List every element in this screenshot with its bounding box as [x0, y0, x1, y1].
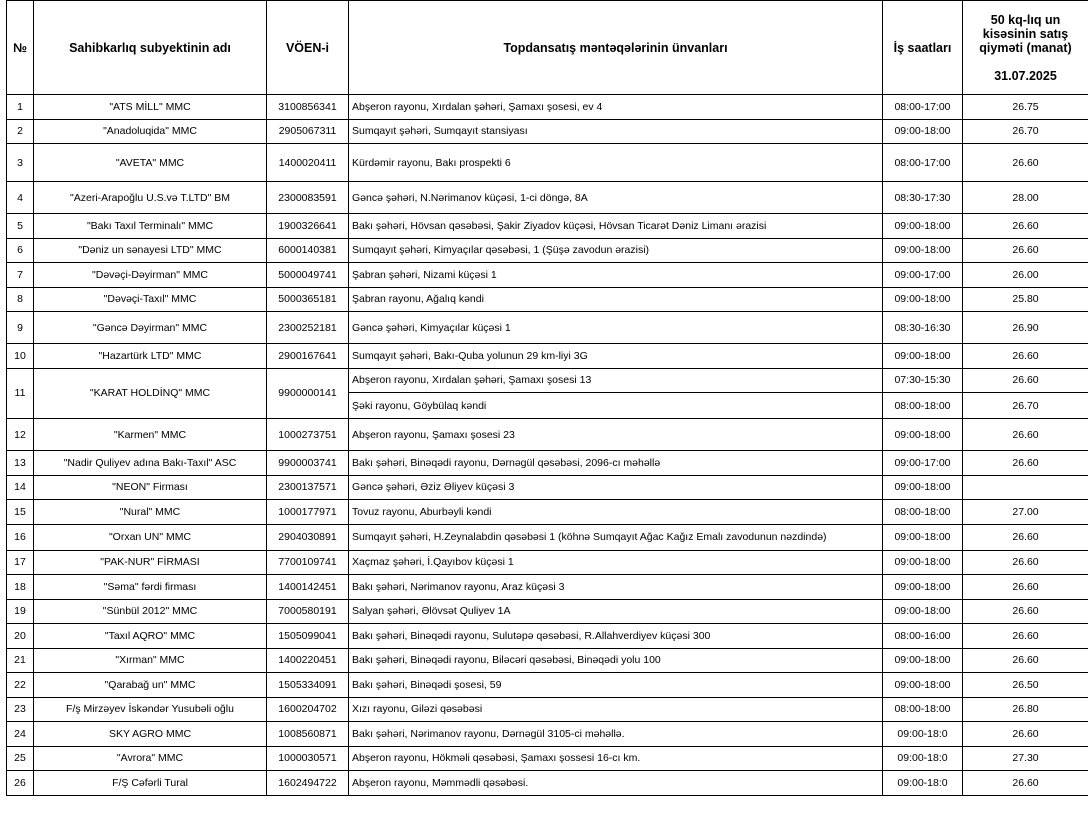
tax-id: 2900167641 — [267, 344, 349, 369]
company-name: "Taxıl AQRO" MMC — [34, 624, 267, 649]
price: 26.60 — [963, 575, 1088, 600]
row-number: 24 — [7, 722, 34, 747]
price: 27.30 — [963, 746, 1088, 771]
tax-id: 1008560871 — [267, 722, 349, 747]
table-row — [7, 182, 1088, 214]
work-hours: 09:00-18:0 — [883, 722, 963, 747]
work-hours: 09:00-18:00 — [883, 550, 963, 575]
company-name: "Karmen" MMC — [34, 419, 267, 451]
work-hours: 09:00-17:00 — [883, 263, 963, 288]
table-row — [7, 344, 1088, 369]
work-hours: 09:00-18:00 — [883, 238, 963, 263]
company-name: "KARAT HOLDİNQ" MMC — [34, 368, 267, 419]
company-name: "Dəvəçi-Dəyirman" MMC — [34, 263, 267, 288]
row-number: 6 — [7, 238, 34, 263]
row-number: 10 — [7, 344, 34, 369]
table-row — [7, 673, 1088, 698]
tax-id: 1000030571 — [267, 746, 349, 771]
company-name: "Azeri-Arapoğlu U.S.və T.LTD" BM — [34, 182, 267, 214]
address: Bakı şəhəri, Binəqədi rayonu, Sulutəpə qəsəbəsi, R.Allahverdiyev küçəsi 300 — [349, 624, 883, 649]
row-number: 4 — [7, 182, 34, 214]
address: Abşeron rayonu, Məmmədli qəsəbəsi. — [349, 771, 883, 796]
tax-id: 9900000141 — [267, 368, 349, 419]
row-number: 7 — [7, 263, 34, 288]
table-row — [7, 550, 1088, 575]
price: 26.60 — [963, 451, 1088, 476]
price: 26.60 — [963, 722, 1088, 747]
tax-id: 1400142451 — [267, 575, 349, 600]
tax-id: 1400020411 — [267, 144, 349, 182]
row-number: 19 — [7, 599, 34, 624]
table-row — [7, 746, 1088, 771]
work-hours: 09:00-17:00 — [883, 451, 963, 476]
tax-id: 5000365181 — [267, 287, 349, 312]
address: Abşeron rayonu, Şamaxı şosesi 23 — [349, 419, 883, 451]
company-name: F/ş Mirzəyev İskəndər Yusubəli oğlu — [34, 697, 267, 722]
company-name: F/Ş Cəfərli Tural — [34, 771, 267, 796]
address: Kürdəmir rayonu, Bakı prospekti 6 — [349, 144, 883, 182]
table-row — [7, 771, 1088, 796]
work-hours: 09:00-18:00 — [883, 599, 963, 624]
price: 26.50 — [963, 673, 1088, 698]
company-name: "Dəvəçi-Taxıl" MMC — [34, 287, 267, 312]
tax-id: 7000580191 — [267, 599, 349, 624]
table-row — [7, 263, 1088, 288]
table-row — [7, 500, 1088, 525]
row-number: 22 — [7, 673, 34, 698]
price: 26.60 — [963, 524, 1088, 550]
table-row — [7, 648, 1088, 673]
company-name: "Qarabağ un" MMC — [34, 673, 267, 698]
tax-id: 2300252181 — [267, 312, 349, 344]
row-number: 13 — [7, 451, 34, 476]
price-header-date: 31.07.2025 — [994, 68, 1057, 83]
table-row — [7, 624, 1088, 649]
company-name: "Nadir Quliyev adına Bakı-Taxıl" ASC — [34, 451, 267, 476]
tax-id: 2905067311 — [267, 119, 349, 144]
address: Bakı şəhəri, Binəqədi rayonu, Dərnəgül qəsəbəsi, 2096-cı məhəllə — [349, 451, 883, 476]
address: Sumqayıt şəhəri, Kimyaçılar qəsəbəsi, 1 (Şüşə zavodun ərazisi) — [349, 238, 883, 263]
tax-id: 3100856341 — [267, 95, 349, 120]
row-number: 1 — [7, 95, 34, 120]
table-row — [7, 368, 1088, 393]
row-number: 5 — [7, 214, 34, 239]
table-row — [7, 312, 1088, 344]
row-number: 21 — [7, 648, 34, 673]
row-number: 17 — [7, 550, 34, 575]
price: 26.60 — [963, 214, 1088, 239]
price: 26.75 — [963, 95, 1088, 120]
table-row — [7, 144, 1088, 182]
table-row — [7, 238, 1088, 263]
work-hours: 08:30-17:30 — [883, 182, 963, 214]
company-name: "Gəncə Dəyirman" MMC — [34, 312, 267, 344]
work-hours: 08:00-18:00 — [883, 393, 963, 419]
table-row — [7, 599, 1088, 624]
tax-id: 2904030891 — [267, 524, 349, 550]
work-hours: 09:00-18:00 — [883, 673, 963, 698]
price: 28.00 — [963, 182, 1088, 214]
company-name: "NEON" Firması — [34, 475, 267, 500]
table-row — [7, 524, 1088, 550]
address: Abşeron rayonu, Xırdalan şəhəri, Şamaxı şosesi 13 — [349, 368, 883, 393]
company-name: "Avrora" MMC — [34, 746, 267, 771]
tax-id: 1505099041 — [267, 624, 349, 649]
table-row — [7, 214, 1088, 239]
price — [963, 475, 1088, 500]
row-number: 15 — [7, 500, 34, 525]
address: Sumqayıt şəhəri, Sumqayıt stansiyası — [349, 119, 883, 144]
company-name: "PAK-NUR" FİRMASI — [34, 550, 267, 575]
row-number: 23 — [7, 697, 34, 722]
price: 26.60 — [963, 344, 1088, 369]
company-name: "AVETA" MMC — [34, 144, 267, 182]
address: Bakı şəhəri, Binəqədi şosesi, 59 — [349, 673, 883, 698]
price-header-label: 50 kq-lıq un kisəsinin satış qiyməti (manat) — [979, 12, 1072, 55]
price: 26.60 — [963, 238, 1088, 263]
work-hours: 08:00-17:00 — [883, 95, 963, 120]
company-name: "Dəniz un sənayesi LTD" MMC — [34, 238, 267, 263]
tax-id: 1900326641 — [267, 214, 349, 239]
tax-id: 5000049741 — [267, 263, 349, 288]
tax-id: 1000177971 — [267, 500, 349, 525]
address: Tovuz rayonu, Aburbəyli kəndi — [349, 500, 883, 525]
company-name: "Orxan UN" MMC — [34, 524, 267, 550]
table-row — [7, 697, 1088, 722]
company-name: SKY AGRO MMC — [34, 722, 267, 747]
work-hours: 09:00-18:00 — [883, 214, 963, 239]
company-name: "Xırman" MMC — [34, 648, 267, 673]
work-hours: 09:00-18:00 — [883, 575, 963, 600]
company-name: "Səma" fərdi firması — [34, 575, 267, 600]
flour-wholesale-table — [6, 0, 1088, 796]
header-row — [7, 1, 1088, 95]
work-hours: 09:00-18:00 — [883, 419, 963, 451]
table-body — [7, 95, 1088, 796]
address: Abşeron rayonu, Hökməli qəsəbəsi, Şamaxı şossesi 16-cı km. — [349, 746, 883, 771]
address: Abşeron rayonu, Xırdalan şəhəri, Şamaxı şosesi, ev 4 — [349, 95, 883, 120]
address: Sumqayıt şəhəri, Bakı-Quba yolunun 29 km-liyi 3G — [349, 344, 883, 369]
work-hours: 09:00-18:00 — [883, 475, 963, 500]
tax-id: 2300083591 — [267, 182, 349, 214]
tax-id: 7700109741 — [267, 550, 349, 575]
price: 26.60 — [963, 368, 1088, 393]
company-name: "Nural" MMC — [34, 500, 267, 525]
col-header-voen: VÖEN-i — [267, 1, 349, 95]
work-hours: 09:00-18:0 — [883, 771, 963, 796]
row-number: 18 — [7, 575, 34, 600]
company-name: "Bakı Taxıl Terminalı" MMC — [34, 214, 267, 239]
tax-id: 1505334091 — [267, 673, 349, 698]
address: Sumqayıt şəhəri, H.Zeynalabdin qəsəbəsi 1 (köhnə Sumqayıt Ağac Kağız Emalı zavodunun nəzdində) — [349, 524, 883, 550]
work-hours: 09:00-18:00 — [883, 344, 963, 369]
table-row — [7, 419, 1088, 451]
work-hours: 09:00-18:00 — [883, 287, 963, 312]
address: Gəncə şəhəri, Kimyaçılar küçəsi 1 — [349, 312, 883, 344]
row-number: 14 — [7, 475, 34, 500]
company-name: "ATS MİLL" MMC — [34, 95, 267, 120]
work-hours: 09:00-18:00 — [883, 119, 963, 144]
address: Xaçmaz şəhəri, İ.Qayıbov küçəsi 1 — [349, 550, 883, 575]
table-row — [7, 119, 1088, 144]
row-number: 16 — [7, 524, 34, 550]
price: 26.80 — [963, 697, 1088, 722]
table-row — [7, 722, 1088, 747]
company-name: "Anadoluqida" MMC — [34, 119, 267, 144]
price: 26.60 — [963, 771, 1088, 796]
work-hours: 08:00-16:00 — [883, 624, 963, 649]
address: Şabran rayonu, Ağalıq kəndi — [349, 287, 883, 312]
row-number: 3 — [7, 144, 34, 182]
price: 26.70 — [963, 393, 1088, 419]
row-number: 8 — [7, 287, 34, 312]
col-header-no: № — [7, 1, 34, 95]
work-hours: 08:00-17:00 — [883, 144, 963, 182]
table-row — [7, 95, 1088, 120]
address: Bakı şəhəri, Binəqədi rayonu, Biləcəri qəsəbəsi, Binəqədi yolu 100 — [349, 648, 883, 673]
tax-id: 9900003741 — [267, 451, 349, 476]
table-row — [7, 287, 1088, 312]
address: Bakı şəhəri, Nərimanov rayonu, Araz küçəsi 3 — [349, 575, 883, 600]
tax-id: 1602494722 — [267, 771, 349, 796]
address: Gəncə şəhəri, Əziz Əliyev küçəsi 3 — [349, 475, 883, 500]
tax-id: 6000140381 — [267, 238, 349, 263]
row-number: 11 — [7, 368, 34, 419]
address: Bakı şəhəri, Hövsan qəsəbəsi, Şakir Ziyadov küçəsi, Hövsan Ticarət Dəniz Limanı ərazisi — [349, 214, 883, 239]
col-header-name: Sahibkarlıq subyektinin adı — [34, 1, 267, 95]
address: Xızı rayonu, Giləzi qəsəbəsi — [349, 697, 883, 722]
tax-id: 1000273751 — [267, 419, 349, 451]
work-hours: 09:00-18:00 — [883, 524, 963, 550]
price: 26.60 — [963, 550, 1088, 575]
col-header-price — [963, 1, 1088, 95]
col-header-hours: İş saatları — [883, 1, 963, 95]
price: 26.60 — [963, 624, 1088, 649]
work-hours: 09:00-18:00 — [883, 648, 963, 673]
row-number: 12 — [7, 419, 34, 451]
table-row — [7, 575, 1088, 600]
row-number: 26 — [7, 771, 34, 796]
price: 26.00 — [963, 263, 1088, 288]
row-number: 9 — [7, 312, 34, 344]
price: 26.70 — [963, 119, 1088, 144]
work-hours: 09:00-18:0 — [883, 746, 963, 771]
price: 26.60 — [963, 648, 1088, 673]
row-number: 25 — [7, 746, 34, 771]
tax-id: 2300137571 — [267, 475, 349, 500]
tax-id: 1400220451 — [267, 648, 349, 673]
address: Salyan şəhəri, Əlövsət Quliyev 1A — [349, 599, 883, 624]
address: Şabran şəhəri, Nizami küçəsi 1 — [349, 263, 883, 288]
row-number: 2 — [7, 119, 34, 144]
work-hours: 08:30-16:30 — [883, 312, 963, 344]
company-name: "Hazartürk LTD" MMC — [34, 344, 267, 369]
price: 26.60 — [963, 599, 1088, 624]
price: 25.80 — [963, 287, 1088, 312]
row-number: 20 — [7, 624, 34, 649]
address: Şəki rayonu, Göybülaq kəndi — [349, 393, 883, 419]
company-name: "Sünbül 2012" MMC — [34, 599, 267, 624]
work-hours: 08:00-18:00 — [883, 500, 963, 525]
price: 26.60 — [963, 419, 1088, 451]
price: 27.00 — [963, 500, 1088, 525]
work-hours: 07:30-15:30 — [883, 368, 963, 393]
table-row — [7, 475, 1088, 500]
price: 26.60 — [963, 144, 1088, 182]
price: 26.90 — [963, 312, 1088, 344]
tax-id: 1600204702 — [267, 697, 349, 722]
address: Gəncə şəhəri, N.Nərimanov küçəsi, 1-ci döngə, 8A — [349, 182, 883, 214]
work-hours: 08:00-18:00 — [883, 697, 963, 722]
col-header-address: Topdansatış məntəqələrinin ünvanları — [349, 1, 883, 95]
table-row — [7, 451, 1088, 476]
address: Bakı şəhəri, Nərimanov rayonu, Dərnəgül 3105-ci məhəllə. — [349, 722, 883, 747]
